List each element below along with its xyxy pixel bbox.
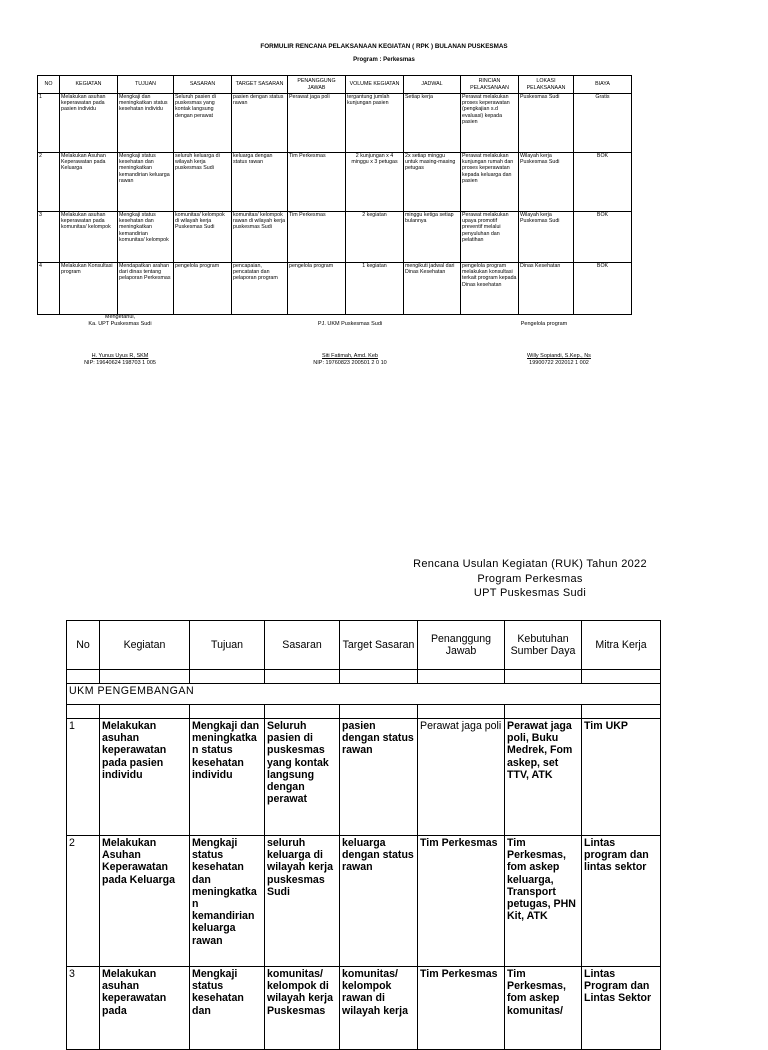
cell-no: 1 <box>38 94 60 153</box>
ruk-title-line1: Rencana Usulan Kegiatan (RUK) Tahun 2022 <box>413 558 647 570</box>
signature-mid-role: PJ. UKM Puskesmas Sudi <box>317 321 383 327</box>
table-row <box>67 719 661 836</box>
mengetahui-label: Mengetahui, <box>104 314 136 320</box>
cell-jadwal: minggu ketiga setiap bulannya <box>404 212 461 263</box>
cell-lokasi: Wilayah kerja Puskesmas Sudi <box>519 153 574 212</box>
cell-target: keluarga dengan status rawan <box>232 153 288 212</box>
cell-kebutuhan: Tim Perkesmas, fom askep komunitas/ <box>505 967 582 1050</box>
signature-right-role: Pengelola program <box>520 321 568 327</box>
blank-row <box>67 705 661 719</box>
cell-sasaran: komunitas/ kelompok di wilayah kerja Puskesmas <box>265 967 340 1050</box>
cell-target: keluarga dengan status rawan <box>340 836 418 967</box>
rpk-header-lokasi: LOKASI PELAKSANAAN <box>519 76 574 94</box>
signature-right-block <box>494 353 624 366</box>
section-label: UKM PENGEMBANGAN <box>67 684 661 705</box>
cell-target: komunitas/ kelompok rawan di wilayah kerja <box>340 967 418 1050</box>
cell-jadwal: Setiap kerja <box>404 94 461 153</box>
ruk-header-target: Target Sasaran <box>340 621 418 670</box>
cell-kegiatan: Melakukan Konsultasi program <box>60 263 118 315</box>
cell-jadwal: 2x setiap minggu untuk masing-masing petugas <box>404 153 461 212</box>
cell-tujuan: Mengkaji status kesehatan dan meningkatkan kemandirian keluarga rawan <box>190 836 265 967</box>
rpk-header-no: NO <box>38 76 60 94</box>
cell-sasaran: seluruh keluarga di wilayah kerja puskesmas Sudi <box>174 153 232 212</box>
signature-mid <box>290 321 410 328</box>
signature-left-role: Ka. UPT Puskesmas Sudi <box>88 320 152 327</box>
cell-tujuan: Mengkaji dan meningkatkan status kesehatan individu <box>118 94 174 153</box>
signature-right <box>484 321 604 328</box>
blank-row <box>67 670 661 684</box>
cell-sasaran: komunitas/ kelompok di wilayah kerja Puskesmas Sudi <box>174 212 232 263</box>
cell-tujuan: Mengkaji dan meningkatkan status kesehatan individu <box>190 719 265 836</box>
cell-rincian: Perawat melakukan proses keperawatan (pengkajian s.d evaluasi) kepada pasien <box>461 94 519 153</box>
table-row <box>67 967 661 1050</box>
rpk-header-jadwal: JADWAL <box>404 76 461 94</box>
table-row <box>38 212 632 263</box>
cell-volume: 2 kunjungan x 4 minggu x 3 petugas <box>346 153 404 212</box>
ruk-header-pj: Penanggung Jawab <box>418 621 505 670</box>
cell-kegiatan: Melakukan Asuhan Keperawatan pada Keluarga <box>60 153 118 212</box>
cell-kegiatan: Melakukan asuhan keperawatan pada komunitas/ kelompok <box>60 212 118 263</box>
cell-kegiatan: Melakukan asuhan keperawatan pada <box>100 967 190 1050</box>
signature-mid-block <box>290 353 410 366</box>
cell-no: 2 <box>38 153 60 212</box>
ruk-table <box>66 620 661 1050</box>
cell-lokasi: Puskesmas Sudi <box>519 94 574 153</box>
cell-pj: Tim Perkesmas <box>418 836 505 967</box>
rpk-header-biaya: BIAYA <box>574 76 632 94</box>
cell-kegiatan: Melakukan asuhan keperawatan pada pasien individu <box>100 719 190 836</box>
ruk-header-row <box>67 621 661 670</box>
cell-biaya: Gratis <box>574 94 632 153</box>
cell-volume: 2 kegiatan <box>346 212 404 263</box>
cell-mitra: Lintas Program dan Lintas Sektor <box>582 967 661 1050</box>
cell-kegiatan: Melakukan asuhan keperawatan pada pasien individu <box>60 94 118 153</box>
cell-pj: Tim Perkesmas <box>288 212 346 263</box>
cell-kegiatan: Melakukan Asuhan Keperawatan pada Keluarga <box>100 836 190 967</box>
ruk-header-tujuan: Tujuan <box>190 621 265 670</box>
cell-tujuan: Mengkaji status kesehatan dan meningkatkan kemandirian komunitas/ kelompok <box>118 212 174 263</box>
cell-kebutuhan: Tim Perkesmas, fom askep keluarga, Transport petugas, PHN Kit, ATK <box>505 836 582 967</box>
rpk-header-kegiatan: KEGIATAN <box>60 76 118 94</box>
cell-pj: Perawat jaga poli <box>418 719 505 836</box>
cell-no: 3 <box>38 212 60 263</box>
table-row <box>67 836 661 967</box>
signature-left <box>60 314 180 327</box>
cell-sasaran: pengelola program <box>174 263 232 315</box>
rpk-header-sasaran: SASARAN <box>174 76 232 94</box>
cell-volume: 1 kegiatan <box>346 263 404 315</box>
ruk-header-no: No <box>67 621 100 670</box>
cell-no: 3 <box>67 967 100 1050</box>
rpk-header-row <box>38 76 632 94</box>
cell-sasaran: Seluruh pasien di puskesmas yang kontak langsung dengan perawat <box>174 94 232 153</box>
cell-pj: Tim Perkesmas <box>288 153 346 212</box>
signature-left-name: H. Yunus Uyus R, SKM <box>91 353 149 359</box>
ruk-header-kegiatan: Kegiatan <box>100 621 190 670</box>
table-row <box>38 263 632 315</box>
signature-mid-name: Siti Fatimah, Amd. Keb <box>322 353 378 359</box>
cell-biaya: BOK <box>574 263 632 315</box>
table-row <box>38 153 632 212</box>
rpk-header-tujuan: TUJUAN <box>118 76 174 94</box>
ruk-header-kebutuhan: Kebutuhan Sumber Daya <box>505 621 582 670</box>
table-row <box>38 94 632 153</box>
cell-target: pasien dengan status rawan <box>232 94 288 153</box>
rpk-header-target: TARGET SASARAN <box>232 76 288 94</box>
cell-sasaran: seluruh keluarga di wilayah kerja puskesmas Sudi <box>265 836 340 967</box>
ruk-header-sasaran: Sasaran <box>265 621 340 670</box>
cell-jadwal: mengikuti jadwal dari Dinas Kesehatan <box>404 263 461 315</box>
cell-sasaran: Seluruh pasien di puskesmas yang kontak langsung dengan perawat <box>265 719 340 836</box>
signature-left-nip: NIP: 19640624 198703 1 005 <box>84 359 156 366</box>
rpk-header-pj: PENANGGUNG JAWAB <box>288 76 346 94</box>
cell-biaya: BOK <box>574 153 632 212</box>
cell-target: pencapaian, pencatatan dan pelaporan program <box>232 263 288 315</box>
cell-pj: Tim Perkesmas <box>418 967 505 1050</box>
cell-lokasi: Wilayah kerja Puskesmas Sudi <box>519 212 574 263</box>
rpk-header-rincian: RINCIAN PELAKSANAAN <box>461 76 519 94</box>
rpk-program: Program : Perkesmas <box>353 57 415 63</box>
ruk-title-line3: UPT Puskesmas Sudi <box>473 587 587 599</box>
section-row <box>67 684 661 705</box>
cell-kebutuhan: Perawat jaga poli, Buku Medrek, Fom askep, set TTV, ATK <box>505 719 582 836</box>
cell-biaya: BOK <box>574 212 632 263</box>
cell-mitra: Lintas program dan lintas sektor <box>582 836 661 967</box>
cell-rincian: Perawat melakukan kunjungan rumah dan proses keperawatan kepada keluarga dan pasien <box>461 153 519 212</box>
cell-rincian: pengelola program melakukan konsultasi terkait program kepada Dinas kesehatan <box>461 263 519 315</box>
rpk-title: FORMULIR RENCANA PELAKSANAAN KEGIATAN ( RPK ) BULANAN PUSKESMAS <box>260 43 508 50</box>
cell-pj: Perawat jaga poli <box>288 94 346 153</box>
cell-target: komunitas/ kelompok rawan di wilayah kerja puskesmas Sudi <box>232 212 288 263</box>
cell-no: 4 <box>38 263 60 315</box>
ruk-header-mitra: Mitra Kerja <box>582 621 661 670</box>
ruk-title-line2: Program Perkesmas <box>477 572 583 585</box>
cell-tujuan: Mengkaji status kesehatan dan meningkatkan kemandirian keluarga rawan <box>118 153 174 212</box>
cell-tujuan: Mendapatkan arahan dari dinas tentang pelaporan Perkesmas <box>118 263 174 315</box>
cell-no: 2 <box>67 836 100 967</box>
cell-no: 1 <box>67 719 100 836</box>
cell-lokasi: Dinas Kesehatan <box>519 263 574 315</box>
signature-left-block <box>60 353 180 366</box>
cell-volume: tergantung jumlah kunjungan pasien <box>346 94 404 153</box>
cell-mitra: Tim UKP <box>582 719 661 836</box>
cell-rincian: Perawat melakukan upaya promotif preventif melalui penyuluhan dan pelatihan <box>461 212 519 263</box>
cell-tujuan: Mengkaji status kesehatan dan <box>190 967 265 1050</box>
signature-mid-nip: NIP: 19760823 200501 2 0 10 <box>313 359 387 366</box>
ruk-title <box>390 557 670 601</box>
signature-right-name: Willy Sopiandi, S.Kep., Ns <box>527 353 591 359</box>
cell-pj: pengelola program <box>288 263 346 315</box>
rpk-header-volume: VOLUME KEGIATAN <box>346 76 404 94</box>
rpk-table <box>37 75 632 315</box>
cell-target: pasien dengan status rawan <box>340 719 418 836</box>
signature-right-nip: 19900722 202012 1 002 <box>529 359 589 366</box>
